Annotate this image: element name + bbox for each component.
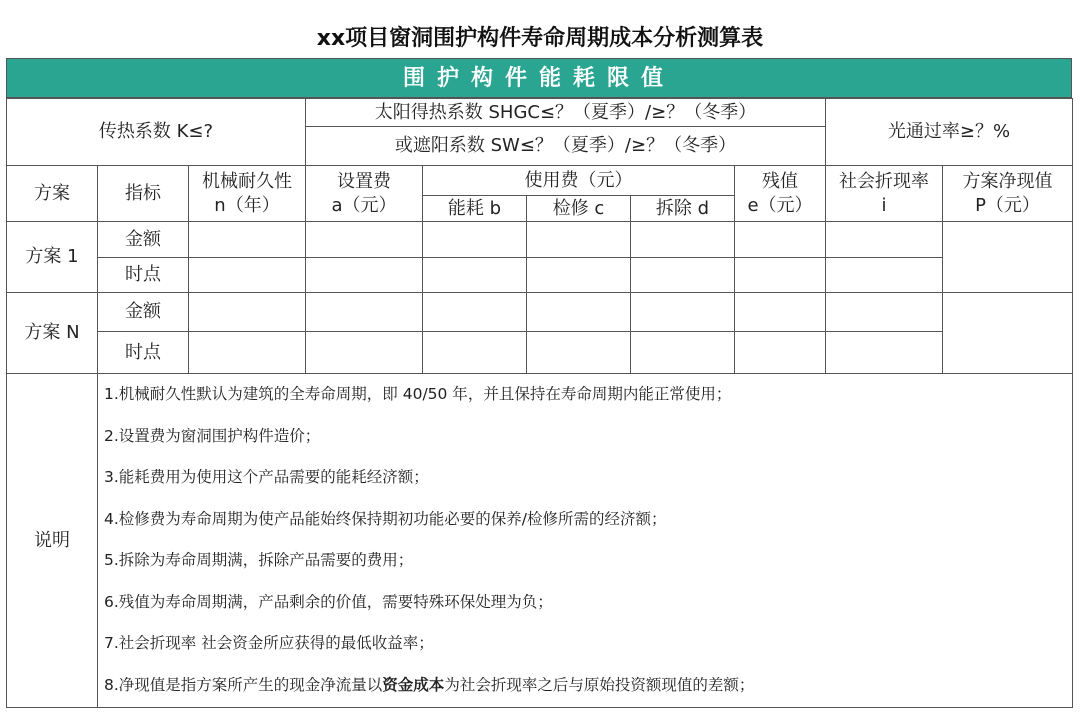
notes-row (7, 374, 1073, 708)
shgc-limit-cell: 太阳得热系数 SHGC≤？（夏季）/≥？（冬季） (306, 99, 826, 127)
data-cell[interactable] (826, 258, 943, 293)
sw-limit-cell: 或遮阳系数 SW≤？（夏季）/≥？（冬季） (306, 127, 826, 166)
note-item: 3.能耗费用为使用这个产品需要的能耗经济额； (104, 468, 429, 486)
note-item: 4.检修费为寿命周期为使产品能始终保持期初功能必要的保养/检修所需的经济额； (104, 509, 667, 528)
header-residual (735, 166, 826, 222)
header-repair: 检修 c (527, 196, 631, 222)
note-8-post: 为社会折现率之后与原始投资额现值的差额； (444, 675, 755, 694)
data-cell[interactable] (527, 332, 631, 374)
light-limit-cell: 光通过率≥？% (826, 99, 1073, 166)
data-cell[interactable] (527, 258, 631, 293)
data-cell[interactable] (826, 332, 943, 374)
data-cell[interactable] (735, 258, 826, 293)
data-cell[interactable] (423, 332, 527, 374)
data-cell[interactable] (423, 293, 527, 332)
data-cell[interactable] (306, 222, 423, 258)
notes-cell (98, 374, 1073, 708)
data-cell[interactable] (631, 258, 735, 293)
data-cell[interactable] (306, 258, 423, 293)
header-npv-label: 方案净现值 (962, 170, 1053, 192)
header-setup (306, 166, 423, 222)
data-cell[interactable] (631, 332, 735, 374)
data-cell[interactable] (189, 293, 306, 332)
header-residual-label: 残值 (762, 170, 798, 192)
header-indicator: 指标 (98, 166, 189, 222)
npv-cell[interactable] (943, 222, 1073, 293)
table-row (7, 258, 1073, 293)
time-label: 时点 (98, 258, 189, 293)
data-cell[interactable] (306, 332, 423, 374)
k-limit-cell: 传热系数 K≤? (7, 99, 306, 166)
header-scheme: 方案 (7, 166, 98, 222)
time-label: 时点 (98, 332, 189, 374)
header-npv (943, 166, 1073, 222)
amount-label: 金额 (98, 222, 189, 258)
header-durability-unit: n（年） (214, 194, 280, 216)
data-cell[interactable] (423, 258, 527, 293)
npv-cell[interactable] (943, 293, 1073, 374)
page-title: xx项目窗洞围护构件寿命周期成本分析测算表 (316, 26, 764, 51)
scheme-n-label: 方案 N (7, 293, 98, 374)
header-removal: 拆除 d (631, 196, 735, 222)
data-cell[interactable] (826, 222, 943, 258)
header-discount-unit: i (881, 194, 887, 216)
data-cell[interactable] (189, 332, 306, 374)
note-item-8 (104, 665, 1072, 707)
table-row (7, 332, 1073, 374)
data-cell[interactable] (826, 293, 943, 332)
data-cell[interactable] (306, 293, 423, 332)
header-discount (826, 166, 943, 222)
note-item: 6.残值为寿命周期满，产品剩余的价值，需要特殊环保处理为负； (104, 592, 553, 611)
data-cell[interactable] (527, 293, 631, 332)
data-cell[interactable] (631, 222, 735, 258)
data-cell[interactable] (189, 258, 306, 293)
scheme-1-label: 方案 1 (7, 222, 98, 293)
cost-analysis-table (6, 98, 1073, 708)
note-8-bold: 资金成本 (382, 675, 445, 694)
table-row (7, 222, 1073, 258)
header-durability-label: 机械耐久性 (202, 170, 292, 192)
note-item: 1.机械耐久性默认为建筑的全寿命周期，即 40/50 年，并且保持在寿命周期内能正常使用； (104, 385, 732, 403)
header-discount-label: 社会折现率 (839, 170, 930, 192)
note-item: 7.社会折现率 社会资金所应获得的最低收益率； (104, 634, 434, 652)
note-8-pre: 8.净现值是指方案所产生的现金净流量以 (104, 675, 383, 694)
section-banner: 围护构件能耗限值 (6, 58, 1072, 98)
header-usage: 使用费（元） (423, 166, 735, 196)
data-cell[interactable] (423, 222, 527, 258)
data-cell[interactable] (527, 222, 631, 258)
header-residual-unit: e（元） (747, 194, 813, 216)
notes-label: 说明 (7, 374, 98, 708)
data-cell[interactable] (735, 222, 826, 258)
header-durability (189, 166, 306, 222)
note-item: 2.设置费为窗洞围护构件造价； (104, 426, 321, 445)
data-cell[interactable] (631, 293, 735, 332)
data-cell[interactable] (735, 332, 826, 374)
header-setup-label: 设置费 (337, 170, 391, 192)
data-cell[interactable] (189, 222, 306, 258)
amount-label: 金额 (98, 293, 189, 332)
header-energy: 能耗 b (423, 196, 527, 222)
data-cell[interactable] (735, 293, 826, 332)
note-item: 5.拆除为寿命周期满，拆除产品需要的费用； (104, 551, 414, 569)
header-setup-unit: a（元） (331, 194, 397, 216)
table-row (7, 293, 1073, 332)
header-npv-unit: P（元） (975, 194, 1040, 216)
